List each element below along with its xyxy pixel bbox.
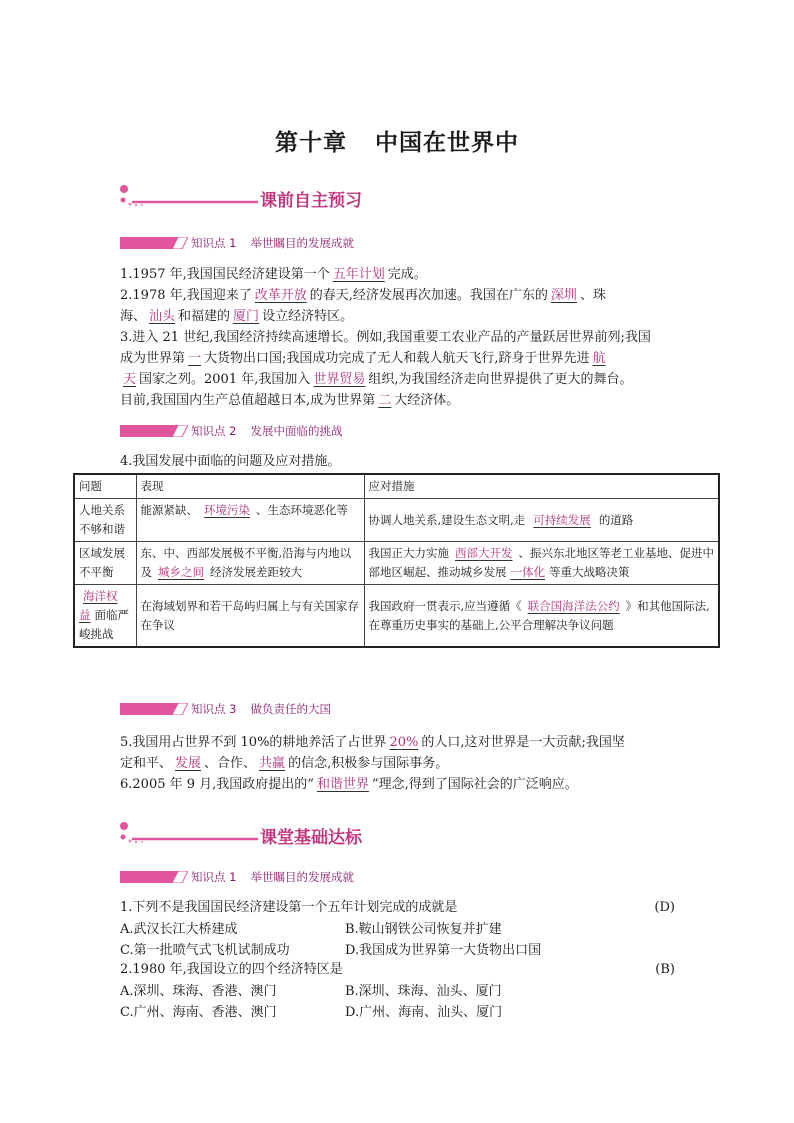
question-1-options (120, 918, 680, 958)
answer-blank: 城乡之间 (158, 565, 204, 579)
knowledge-point-name: 举世瞩目的发展成就 (250, 870, 354, 884)
text: 的信念,积极参与国际事务。 (288, 756, 449, 771)
answer-blank: 发展 (175, 756, 202, 771)
option-b: B.鞍山钢铁公司恢复并扩建 (345, 922, 502, 937)
knowledge-point-bar-icon (120, 425, 188, 437)
table-header: 问题 (74, 474, 136, 499)
knowledge-point-name: 做负责任的大国 (250, 702, 331, 716)
table-cell (74, 585, 136, 648)
text: 定和平、 (120, 756, 173, 771)
answer-blank: 航 (592, 351, 606, 366)
paragraph-4 (120, 451, 340, 472)
text: 的人口,这对世界是一大贡献;我国坚 (421, 735, 625, 750)
knowledge-point-name: 发展中面临的挑战 (250, 424, 343, 438)
answer-blank: 20% (389, 735, 419, 750)
table-row (74, 499, 719, 542)
text: 、生态环境恶化等 (256, 503, 348, 517)
table-cell (136, 542, 364, 585)
answer-blank: 联合国海洋法公约 (527, 598, 620, 613)
answer-key: (B) (655, 962, 675, 977)
knowledge-point-name: 举世瞩目的发展成就 (250, 236, 354, 250)
text: 海、 (120, 309, 147, 324)
paragraph-5-line-1 (120, 732, 625, 753)
text: 组织,为我国经济走向世界提供了更大的舞台。 (368, 372, 633, 387)
text: 我国政府一贯表示,应当遵循《 (368, 598, 522, 613)
text: 大货物出口国;我国成功完成了无人和载人航天飞行,跻身于世界先进 (204, 351, 590, 366)
paragraph-2-line-2 (120, 306, 353, 327)
answer-blank: 一 (188, 351, 202, 366)
text: 、珠 (579, 288, 606, 303)
table-cell (136, 499, 364, 542)
text: 在海域划界和若干岛屿归属上与有关国家存在争议 (140, 598, 359, 632)
page-title (0, 124, 794, 157)
paragraph-2-line-1 (120, 285, 606, 306)
answer-blank: 深圳 (550, 288, 577, 303)
text: 国家之列。2001 年,我国加入 (139, 372, 311, 387)
text: 成为世界第 (120, 351, 186, 366)
challenges-table (73, 473, 720, 648)
text: 5.我国用占世界不到 10%的耕地养活了占世界 (120, 735, 387, 750)
table-cell: 人地关系不够和谐 (74, 499, 136, 542)
question-2-options (120, 980, 680, 1022)
text: 6.2005 年 9 月,我国政府提出的“ (120, 777, 314, 792)
text: 2.1978 年,我国迎来了 (120, 288, 252, 303)
text: 等重大战略决策 (549, 565, 630, 579)
table-row (74, 542, 719, 585)
text: 经济发展差距较大 (210, 565, 302, 579)
question-1 (120, 898, 675, 918)
table-header: 应对措施 (364, 474, 719, 499)
knowledge-point-number: 知识点 1 (191, 236, 237, 250)
section-decoration-icon (118, 820, 263, 850)
option-d: D.我国成为世界第一大货物出口国 (345, 943, 542, 958)
table-cell: 区域发展不平衡 (74, 542, 136, 585)
text: 和福建的 (178, 309, 231, 324)
option-a: A.武汉长江大桥建成 (120, 922, 238, 937)
text: ”理念,得到了国际社会的广泛响应。 (371, 777, 578, 792)
text: 完成。 (387, 267, 427, 282)
chapter-number: 第十章 (275, 130, 347, 156)
paragraph-3-line-3 (120, 369, 633, 390)
answer-blank: 可持续发展 (533, 512, 591, 527)
paragraph-6 (120, 774, 578, 795)
table-header: 表现 (136, 474, 364, 499)
answer-blank: 天 (123, 372, 137, 387)
answer-blank: 五年计划 (332, 267, 385, 282)
text: 目前,我国国内生产总值超越日本,成为世界第 (120, 393, 376, 408)
answer-blank: 环境污染 (204, 503, 250, 517)
section-decoration-icon (118, 183, 263, 213)
section-title: 课前自主预习 (260, 191, 362, 211)
option-a: A.深圳、珠海、香港、澳门 (120, 984, 277, 999)
text: 、合作、 (204, 756, 257, 771)
table-cell (364, 499, 719, 542)
paragraph-3-line-1 (120, 327, 651, 348)
text: 3.进入 21 世纪,我国经济持续高速增长。例如,我国重要工农业产品的产量跃居世界前列;我国 (120, 330, 651, 345)
answer-blank: 汕头 (149, 309, 176, 324)
knowledge-point-number: 知识点 1 (191, 870, 237, 884)
option-c: C.广州、海南、香港、澳门 (120, 1005, 277, 1020)
text: 能源紧缺、 (140, 503, 198, 517)
paragraph-5-line-2 (120, 753, 448, 774)
text: 的道路 (598, 512, 634, 527)
answer-blank: 厦门 (233, 309, 260, 324)
option-b: B.深圳、珠海、汕头、厦门 (345, 984, 502, 999)
text: 面临严峻挑战 (79, 608, 129, 641)
answer-blank: 共赢 (259, 756, 286, 771)
table-cell (136, 585, 364, 648)
text: 东、中、西部发展极不平衡,沿海与内地以及 (140, 546, 352, 579)
paragraph-3-line-2 (120, 348, 609, 369)
knowledge-point-number: 知识点 3 (191, 702, 237, 716)
question-2 (120, 960, 675, 980)
table-row (74, 585, 719, 648)
text: 设立经济特区。 (262, 309, 354, 324)
paragraph-1 (120, 264, 427, 285)
text: 、振兴东北地区等老工业基地、促进中部地区崛起、推动城乡发展 (368, 546, 714, 579)
answer-blank: 和谐世界 (316, 777, 369, 792)
knowledge-point-bar-icon (120, 703, 188, 715)
knowledge-point-number: 知识点 2 (191, 424, 237, 438)
answer-blank: 海洋权益 (79, 589, 118, 622)
text: 》和其他国际法,在尊重历史事实的基础上,公平合理解决争议问题 (368, 598, 710, 632)
option-d: D.广州、海南、汕头、厦门 (345, 1005, 503, 1020)
answer-blank: 改革开放 (254, 288, 307, 303)
answer-blank: 西部大开发 (455, 546, 513, 560)
answer-key: (D) (654, 900, 675, 915)
question-stem: 2.1980 年,我国设立的四个经济特区是 (120, 962, 343, 977)
text: 4.我国发展中面临的问题及应对措施。 (120, 454, 341, 469)
table-header-row (74, 474, 719, 499)
chapter-name: 中国在世界中 (375, 130, 519, 156)
paragraph-3-line-4 (120, 390, 459, 411)
table-cell (364, 585, 719, 648)
answer-blank: 世界贸易 (313, 372, 366, 387)
option-c: C.第一批喷气式飞机试制成功 (120, 943, 290, 958)
knowledge-point-bar-icon (120, 871, 188, 883)
section-title: 课堂基础达标 (260, 828, 362, 848)
table-cell (364, 542, 719, 585)
answer-blank: 一体化 (510, 565, 545, 579)
text: 的春天,经济发展再次加速。我国在广东的 (309, 288, 548, 303)
text: 我国正大力实施 (368, 546, 449, 560)
text: 1.1957 年,我国国民经济建设第一个 (120, 267, 330, 282)
text: 大经济体。 (394, 393, 460, 408)
text: 协调人地关系,建设生态文明,走 (368, 512, 526, 527)
question-stem: 1.下列不是我国国民经济建设第一个五年计划完成的成就是 (120, 900, 458, 915)
answer-blank: 二 (378, 393, 392, 408)
knowledge-point-bar-icon (120, 237, 188, 249)
